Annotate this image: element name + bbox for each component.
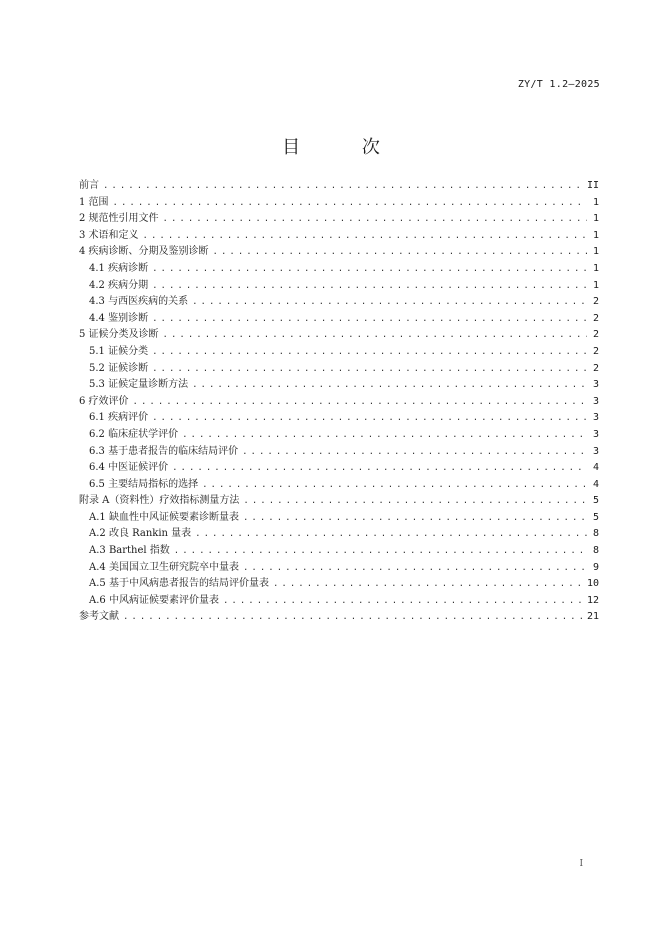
toc-entry-page: 3 <box>592 445 599 457</box>
toc-leader-dots <box>163 327 587 344</box>
toc-leader-dots <box>192 294 587 311</box>
toc-leader-dots <box>152 311 587 328</box>
toc-entry-page: 21 <box>586 611 599 623</box>
toc-entry[interactable] <box>79 410 599 427</box>
document-code: ZY/T 1.2—2025 <box>517 79 600 90</box>
table-of-contents <box>79 178 599 626</box>
toc-entry[interactable] <box>79 543 599 560</box>
toc-entry-page: 8 <box>592 545 599 557</box>
toc-entry[interactable] <box>79 394 599 411</box>
toc-leader-dots <box>152 361 587 378</box>
toc-entry[interactable] <box>79 278 599 295</box>
toc-entry[interactable] <box>79 344 599 361</box>
toc-entry-page: 3 <box>592 379 599 391</box>
toc-entry[interactable] <box>79 178 599 195</box>
toc-entry-page: 5 <box>592 511 599 523</box>
toc-entry[interactable] <box>79 211 599 228</box>
toc-entry[interactable] <box>79 444 599 461</box>
toc-entry-label: 5.3 证候定量诊断方法 <box>89 379 189 391</box>
toc-entry-page: 9 <box>592 561 599 573</box>
toc-leader-dots <box>223 593 583 610</box>
toc-entry-label: 1 范围 <box>79 196 109 208</box>
toc-entry[interactable] <box>79 460 599 477</box>
toc-entry[interactable] <box>79 311 599 328</box>
toc-leader-dots <box>152 344 587 361</box>
toc-leader-dots <box>123 609 583 626</box>
toc-entry-label: 4.3 与西医疾病的关系 <box>89 296 189 308</box>
toc-leader-dots <box>192 377 587 394</box>
toc-entry-label: A.2 改良 Rankin 量表 <box>89 528 192 540</box>
toc-entry-label: 4.2 疾病分期 <box>89 279 149 291</box>
toc-entry[interactable] <box>79 510 599 527</box>
toc-entry-label: 2 规范性引用文件 <box>79 213 159 225</box>
toc-entry-page: 2 <box>592 345 599 357</box>
toc-leader-dots <box>133 394 587 411</box>
toc-leader-dots <box>202 477 587 494</box>
toc-entry-page: 2 <box>592 329 599 341</box>
toc-entry-label: 6.4 中医证候评价 <box>89 462 169 474</box>
toc-entry-label: 4.4 鉴别诊断 <box>89 312 149 324</box>
toc-leader-dots <box>152 261 587 278</box>
toc-entry-page: 1 <box>592 229 599 241</box>
toc-entry-page: 1 <box>592 279 599 291</box>
toc-entry-page: 2 <box>592 362 599 374</box>
toc-entry-page: 10 <box>586 578 599 590</box>
toc-entry-label: 6 疗效评价 <box>79 395 129 407</box>
toc-entry[interactable] <box>79 327 599 344</box>
toc-entry-label: 参考文献 <box>79 611 119 623</box>
toc-leader-dots <box>172 460 587 477</box>
toc-entry[interactable] <box>79 609 599 626</box>
toc-leader-dots <box>152 410 587 427</box>
toc-entry[interactable] <box>79 427 599 444</box>
toc-entry-page: 4 <box>592 478 599 490</box>
toc-leader-dots <box>143 228 587 245</box>
toc-entry-page: 1 <box>592 213 599 225</box>
toc-entry-page: 5 <box>592 495 599 507</box>
toc-entry[interactable] <box>79 361 599 378</box>
toc-entry[interactable] <box>79 294 599 311</box>
toc-leader-dots <box>243 560 587 577</box>
toc-entry[interactable] <box>79 377 599 394</box>
toc-entry-page: 3 <box>592 428 599 440</box>
toc-entry[interactable] <box>79 560 599 577</box>
toc-entry[interactable] <box>79 576 599 593</box>
toc-entry-page: 4 <box>592 462 599 474</box>
toc-entry-page: 2 <box>592 296 599 308</box>
toc-leader-dots <box>182 427 587 444</box>
toc-leader-dots <box>243 493 587 510</box>
toc-entry-page: II <box>586 180 599 191</box>
toc-entry-label: 5.1 证候分类 <box>89 345 149 357</box>
toc-entry[interactable] <box>79 261 599 278</box>
toc-entry[interactable] <box>79 593 599 610</box>
toc-entry-page: 1 <box>592 196 599 208</box>
toc-entry-label: A.4 美国国立卫生研究院卒中量表 <box>89 561 239 573</box>
toc-entry-label: 5.2 证候诊断 <box>89 362 149 374</box>
toc-entry-label: 3 术语和定义 <box>79 229 139 241</box>
toc-entry[interactable] <box>79 195 599 212</box>
toc-entry[interactable] <box>79 228 599 245</box>
toc-leader-dots <box>213 244 587 261</box>
toc-entry[interactable] <box>79 526 599 543</box>
page-title: 目 次 <box>282 137 408 158</box>
toc-entry-label: A.6 中风病证候要素评价量表 <box>89 594 219 606</box>
toc-entry-label: 5 证候分类及诊断 <box>79 329 159 341</box>
toc-leader-dots <box>195 526 587 543</box>
toc-leader-dots <box>243 510 587 527</box>
toc-entry-label: 6.1 疾病评价 <box>89 412 149 424</box>
toc-leader-dots <box>152 278 587 295</box>
toc-entry-label: 6.2 临床症状学评价 <box>89 428 179 440</box>
toc-entry-label: A.3 Barthel 指数 <box>89 545 170 557</box>
toc-leader-dots <box>113 195 587 212</box>
toc-entry-page: 12 <box>586 594 599 606</box>
toc-entry-label: 4 疾病诊断、分期及鉴别诊断 <box>79 246 209 258</box>
toc-entry[interactable] <box>79 493 599 510</box>
toc-entry-label: 6.5 主要结局指标的选择 <box>89 478 199 490</box>
toc-entry-label: A.1 缺血性中风证候要素诊断量表 <box>89 511 239 523</box>
toc-leader-dots <box>163 211 587 228</box>
toc-entry-page: 3 <box>592 412 599 424</box>
toc-entry-label: A.5 基于中风病患者报告的结局评价量表 <box>89 578 269 590</box>
toc-entry-label: 6.3 基于患者报告的临床结局评价 <box>89 445 239 457</box>
toc-leader-dots <box>273 576 583 593</box>
toc-leader-dots <box>242 444 587 461</box>
toc-entry[interactable] <box>79 244 599 261</box>
toc-entry-page: 2 <box>592 312 599 324</box>
toc-entry-page: 3 <box>592 395 599 407</box>
toc-entry-page: 1 <box>592 262 599 274</box>
toc-entry-page: 8 <box>592 528 599 540</box>
toc-entry-label: 附录 A（资料性）疗效指标测量方法 <box>79 495 240 507</box>
toc-entry-label: 4.1 疾病诊断 <box>89 262 149 274</box>
toc-leader-dots <box>103 178 583 195</box>
page-number: I <box>579 859 583 869</box>
toc-leader-dots <box>174 543 587 560</box>
toc-entry-label: 前言 <box>79 180 99 191</box>
toc-entry-page: 1 <box>592 246 599 258</box>
toc-entry[interactable] <box>79 477 599 494</box>
